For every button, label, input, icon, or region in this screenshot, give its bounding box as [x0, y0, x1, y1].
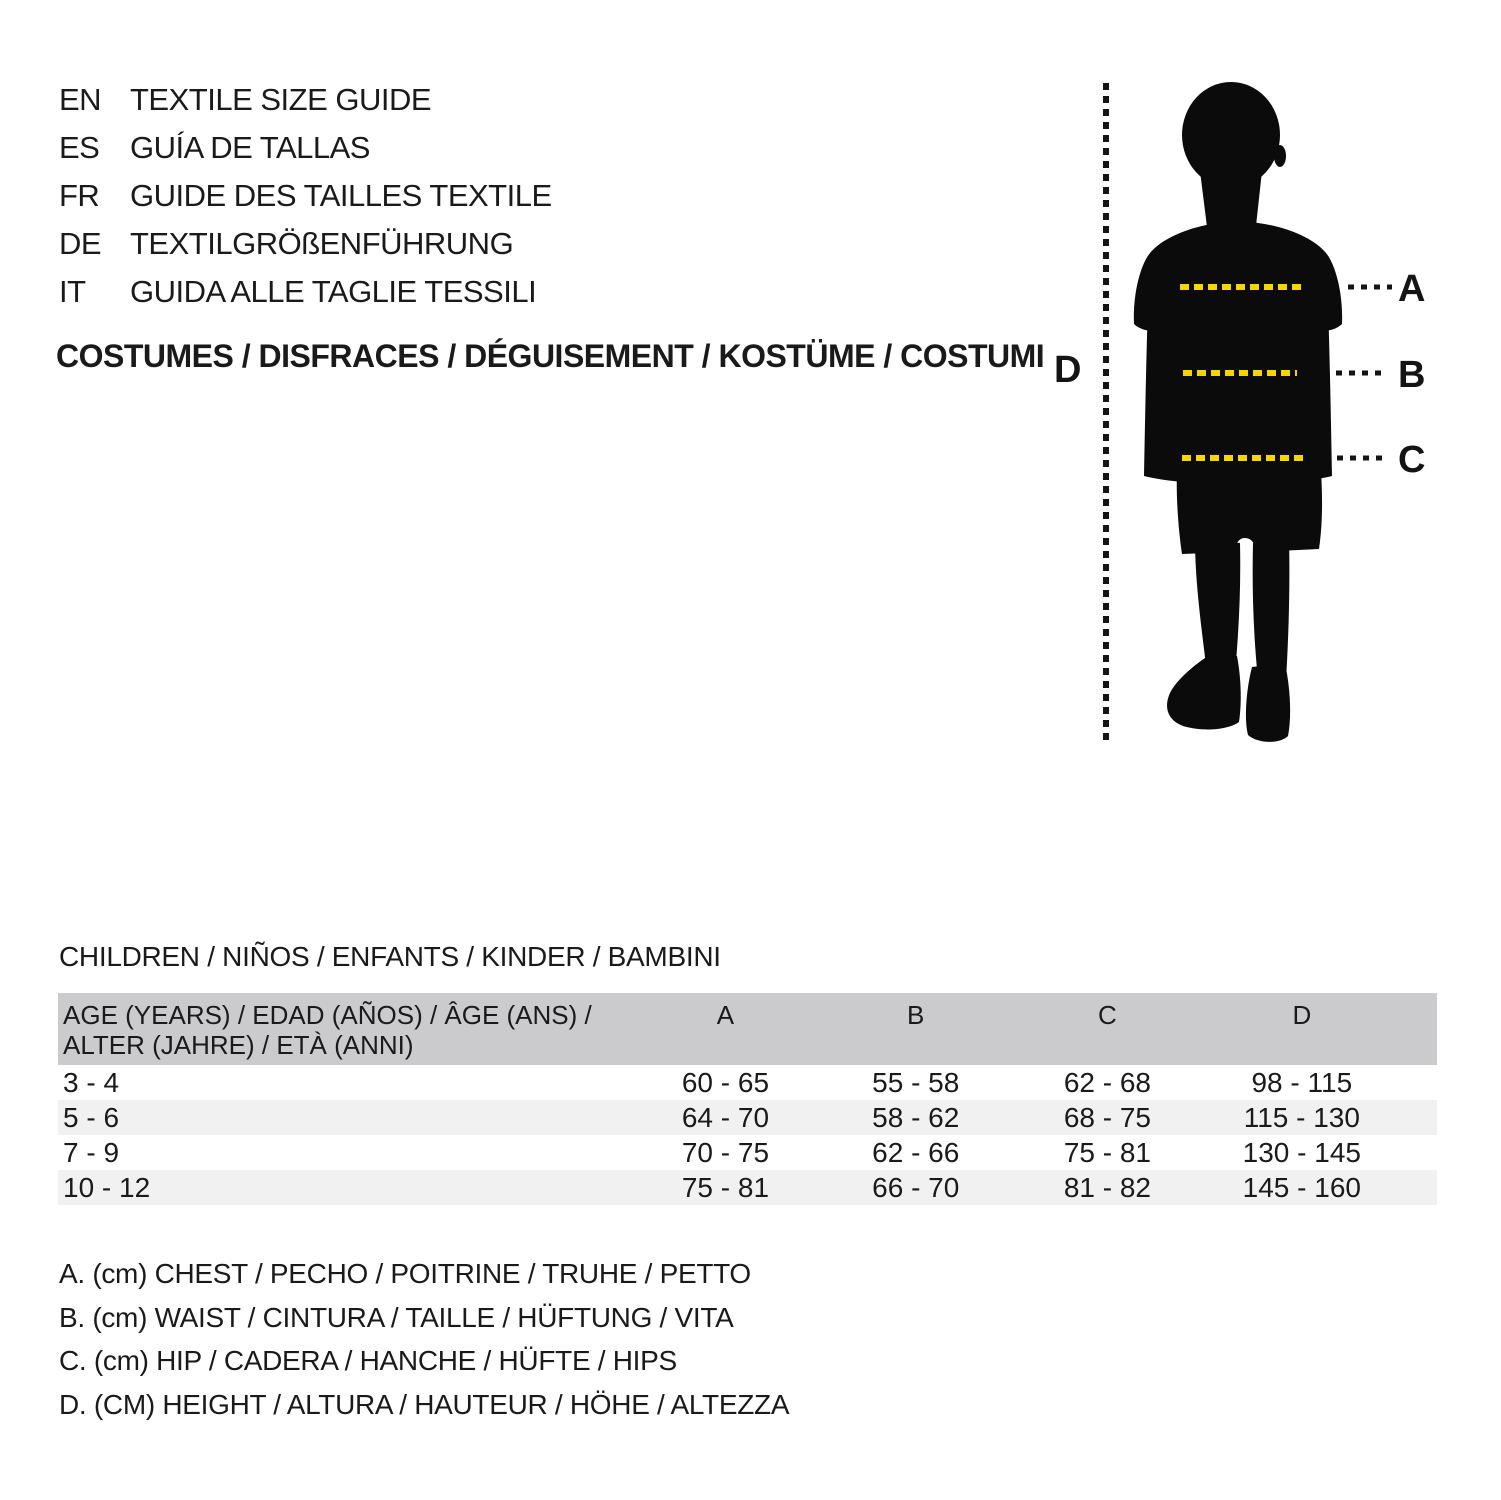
label-height-d: D — [1054, 349, 1082, 391]
language-code: EN — [59, 82, 102, 117]
table-row — [58, 1170, 1437, 1205]
legend-waist: B. (cm) WAIST / CINTURA / TAILLE / HÜFTUNG / VITA — [59, 1301, 734, 1333]
column-header-d: D — [1292, 1000, 1312, 1030]
language-title: TEXTILE SIZE GUIDE — [130, 82, 432, 117]
language-title-list — [59, 76, 552, 316]
hip-value: 75 - 81 — [1063, 1136, 1151, 1168]
height-value: 130 - 145 — [1242, 1136, 1361, 1168]
language-row — [59, 124, 552, 172]
column-header-a: A — [716, 1000, 735, 1030]
hip-value: 62 - 68 — [1063, 1066, 1151, 1098]
age-cell: 10 - 12 — [63, 1171, 151, 1203]
language-row — [59, 76, 552, 124]
language-row — [59, 172, 552, 220]
chest-value: 70 - 75 — [681, 1136, 770, 1168]
size-table — [58, 993, 1437, 1205]
silhouette-left-shoe — [1167, 656, 1241, 729]
chest-value: 75 - 81 — [681, 1171, 770, 1203]
waist-value: 55 - 58 — [872, 1066, 960, 1098]
language-code: ES — [59, 130, 100, 165]
age-cell: 3 - 4 — [63, 1066, 120, 1098]
column-header-c: C — [1098, 1000, 1117, 1030]
silhouette-left-leg — [1195, 540, 1240, 673]
category-title: COSTUMES / DISFRACES / DÉGUISEMENT / KOSTÜME / COSTUMI — [56, 338, 1045, 374]
size-diagram — [1040, 75, 1440, 750]
age-header-cell — [58, 993, 630, 1060]
language-row — [59, 268, 552, 316]
waist-value: 62 - 66 — [872, 1136, 960, 1168]
size-table-header — [58, 993, 1437, 1065]
child-silhouette — [1134, 82, 1342, 742]
age-header-line2: ALTER (JAHRE) / ETÀ (ANNI) — [63, 1030, 414, 1060]
language-code: IT — [59, 274, 86, 309]
language-code: DE — [59, 226, 102, 261]
table-section-title: CHILDREN / NIÑOS / ENFANTS / KINDER / BAMBINI — [59, 941, 721, 972]
height-value: 115 - 130 — [1243, 1101, 1360, 1133]
measurement-legend — [59, 1252, 789, 1426]
hip-value: 68 - 75 — [1063, 1101, 1151, 1133]
legend-height: D. (CM) HEIGHT / ALTURA / HAUTEUR / HÖHE / ALTEZZA — [59, 1388, 790, 1420]
legend-hip: C. (cm) HIP / CADERA / HANCHE / HÜFTE / HIPS — [59, 1345, 677, 1376]
language-title: GUÍA DE TALLAS — [130, 130, 370, 165]
table-row — [58, 1065, 1437, 1100]
language-row — [59, 220, 552, 268]
age-header-line1: AGE (YEARS) / EDAD (AÑOS) / ÂGE (ANS) / — [63, 1000, 592, 1030]
language-title: GUIDE DES TAILLES TEXTILE — [130, 178, 552, 213]
legend-chest: A. (cm) CHEST / PECHO / POITRINE / TRUHE / PETTO — [59, 1258, 751, 1289]
age-cell: 7 - 9 — [63, 1136, 120, 1168]
silhouette-right-leg — [1253, 540, 1290, 680]
table-row — [58, 1135, 1437, 1170]
height-value: 145 - 160 — [1242, 1171, 1361, 1203]
chest-value: 64 - 70 — [681, 1101, 770, 1133]
label-waist-b: B — [1398, 354, 1426, 396]
height-value: 98 - 115 — [1251, 1066, 1353, 1098]
label-chest-a: A — [1398, 268, 1426, 310]
age-cell: 5 - 6 — [63, 1101, 120, 1133]
language-title: GUIDA ALLE TAGLIE TESSILI — [130, 274, 537, 309]
column-header-b: B — [907, 1000, 925, 1030]
waist-value: 66 - 70 — [872, 1171, 960, 1203]
label-hip-c: C — [1398, 439, 1426, 481]
chest-value: 60 - 65 — [681, 1066, 770, 1098]
waist-value: 58 - 62 — [872, 1101, 960, 1133]
hip-value: 81 - 82 — [1063, 1171, 1151, 1203]
silhouette-right-shoe — [1246, 663, 1290, 742]
language-title: TEXTILGRÖßENFÜHRUNG — [130, 226, 514, 261]
silhouette-ear — [1274, 145, 1286, 167]
language-code: FR — [59, 178, 100, 213]
table-row — [58, 1100, 1437, 1135]
